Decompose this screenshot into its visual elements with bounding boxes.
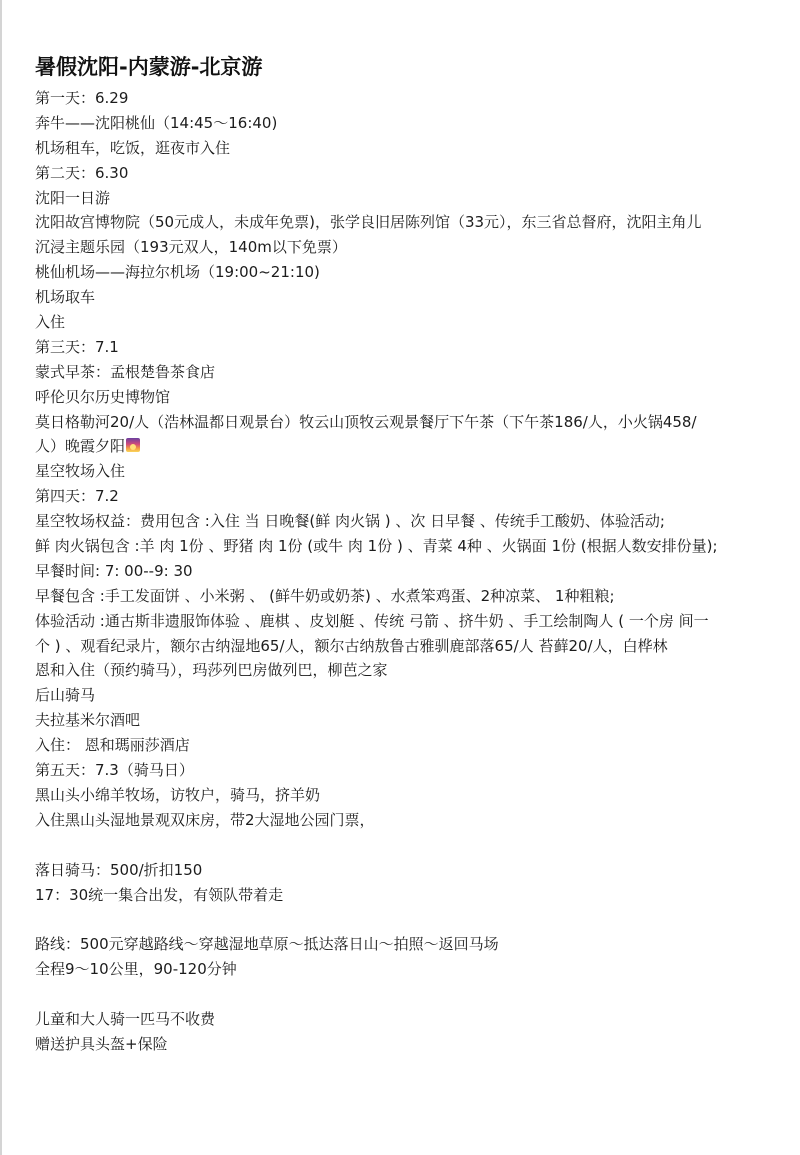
note-line — [35, 1032, 787, 1057]
note-line-text: 第三天：7.1 — [35, 337, 119, 356]
note-line-text: 第一天：6.29 — [35, 89, 129, 107]
note-line-text: 第四天：7.2 — [35, 487, 119, 506]
note-line — [35, 385, 787, 410]
sunset-emoji-icon — [126, 438, 140, 452]
note-line-text: 沈阳故宫博物院（50元成人，未成年免票)，张学良旧居陈列馆（33元），东三省总督府，沈阳主角儿 — [35, 213, 702, 232]
note-line — [35, 758, 787, 783]
note-line — [35, 932, 787, 957]
note-line — [35, 335, 787, 360]
note-line — [35, 310, 787, 335]
note-line — [35, 410, 787, 435]
note-line-text: 赠送护具头盔+保险 — [35, 1034, 168, 1053]
note-line-text: 全程9～10公里，90-120分钟 — [35, 960, 237, 979]
note-line — [35, 186, 787, 211]
blank-line — [35, 982, 787, 1007]
note-line-text: 第五天：7.3（骑马日） — [35, 761, 194, 780]
note-line-text: 奔牛——沈阳桃仙（14:45～16:40) — [35, 113, 278, 132]
note-line-text: 人）晚霞夕阳 — [35, 437, 126, 456]
note-line — [35, 534, 787, 559]
note-body — [35, 52, 787, 1057]
note-line-text: 黑山头小绵羊牧场，访牧户，骑马，挤羊奶 — [35, 785, 321, 804]
note-line-text: 入住： 恩和瑪丽莎酒店 — [35, 736, 190, 755]
note-line — [35, 858, 787, 883]
note-line-text: 早餐包含 :手工发面饼 、小米粥 、 (鲜牛奶或奶茶) 、水煮笨鸡蛋、2种凉菜、 1种粗粮; — [35, 586, 615, 605]
note-line — [35, 1007, 787, 1032]
note-line — [35, 783, 787, 808]
note-line — [35, 161, 787, 186]
note-line-text: 儿童和大人骑一匹马不收费 — [35, 1009, 216, 1028]
note-line — [35, 883, 787, 908]
note-line-text: 蒙式早茶：孟根楚鲁茶食店 — [35, 362, 216, 381]
note-line-text: 落日骑马：500/折扣150 — [35, 860, 203, 879]
note-line — [35, 808, 787, 833]
note-line — [35, 733, 787, 758]
note-line-text: 恩和入住（预约骑马），玛莎列巴房做列巴，柳芭之家 — [35, 661, 388, 680]
note-line — [35, 360, 787, 385]
note-line-text: 入住 — [35, 313, 66, 332]
note-line-text: 星空牧场权益：费用包含 :入住 当 日晚餐(鲜 肉火锅 ) 、次 日早餐 、传统手工酸奶、体验活动; — [35, 512, 665, 531]
note-line-text: 鲜 肉火锅包含 :羊 肉 1份 、野猪 肉 1份 (或牛 肉 1份 ) 、青菜 4种 、火锅面 1份 (根据人数安排份量); — [35, 537, 718, 556]
note-line-text: 沈阳一日游 — [35, 188, 111, 207]
note-line — [35, 136, 787, 161]
note-line — [35, 957, 787, 982]
note-line — [35, 609, 787, 634]
note-line — [35, 559, 787, 584]
note-line — [35, 584, 787, 609]
note-line-text: 早餐时间: 7: 00--9: 30 — [35, 561, 193, 580]
note-line — [35, 86, 787, 111]
note-line — [35, 285, 787, 310]
note-line-text: 星空牧场入住 — [35, 462, 126, 481]
note-line — [35, 459, 787, 484]
note-line-text: 后山骑马 — [35, 686, 96, 705]
note-line-text: 沉浸主题乐园（193元双人，140m以下免票） — [35, 238, 347, 257]
note-line — [35, 634, 787, 659]
blank-line — [35, 907, 787, 932]
note-line-text: 入住黑山头湿地景观双床房，带2大湿地公园门票， — [35, 810, 375, 829]
note-lines — [35, 86, 787, 1057]
note-line — [35, 484, 787, 509]
note-line-text: 桃仙机场——海拉尔机场（19:00~21:10) — [35, 263, 320, 282]
note-line-text: 第二天：6.30 — [35, 163, 129, 182]
note-line — [35, 658, 787, 683]
note-line-text: 机场取车 — [35, 288, 96, 307]
note-line — [35, 235, 787, 260]
note-line — [35, 111, 787, 136]
note-line — [35, 210, 787, 235]
note-line — [35, 509, 787, 534]
note-line-text: 呼伦贝尔历史博物馆 — [35, 387, 171, 406]
blank-line — [35, 833, 787, 858]
note-line-text: 个 ) 、观看纪录片，额尔古纳湿地65/人，额尔古纳敖鲁古雅驯鹿部落65/人 苔藓20/人，白桦林 — [35, 636, 668, 655]
note-line-text: 机场租车，吃饭，逛夜市入住 — [35, 138, 231, 157]
note-line-text: 体验活动 :通古斯非遗服饰体验 、鹿棋 、皮划艇 、传统 弓箭 、挤牛奶 、手工绘制陶人 ( 一个房 间一 — [35, 611, 709, 630]
note-line-text: 莫日格勒河20/人（浩林温都日观景台）牧云山顶牧云观景餐厅下午茶（下午茶186/人，小火锅458/ — [35, 412, 697, 431]
note-line — [35, 683, 787, 708]
note-line — [35, 708, 787, 733]
note-line-text: 17：30统一集合出发，有领队带着走 — [35, 885, 284, 904]
note-line-text: 路线：500元穿越路线～穿越湿地草原～抵达落日山～拍照～返回马场 — [35, 935, 499, 954]
note-title: 暑假沈阳-内蒙游-北京游 — [35, 55, 263, 79]
note-line — [35, 260, 787, 285]
note-line-text: 夫拉基米尔酒吧 — [35, 711, 141, 730]
note-line — [35, 434, 787, 459]
